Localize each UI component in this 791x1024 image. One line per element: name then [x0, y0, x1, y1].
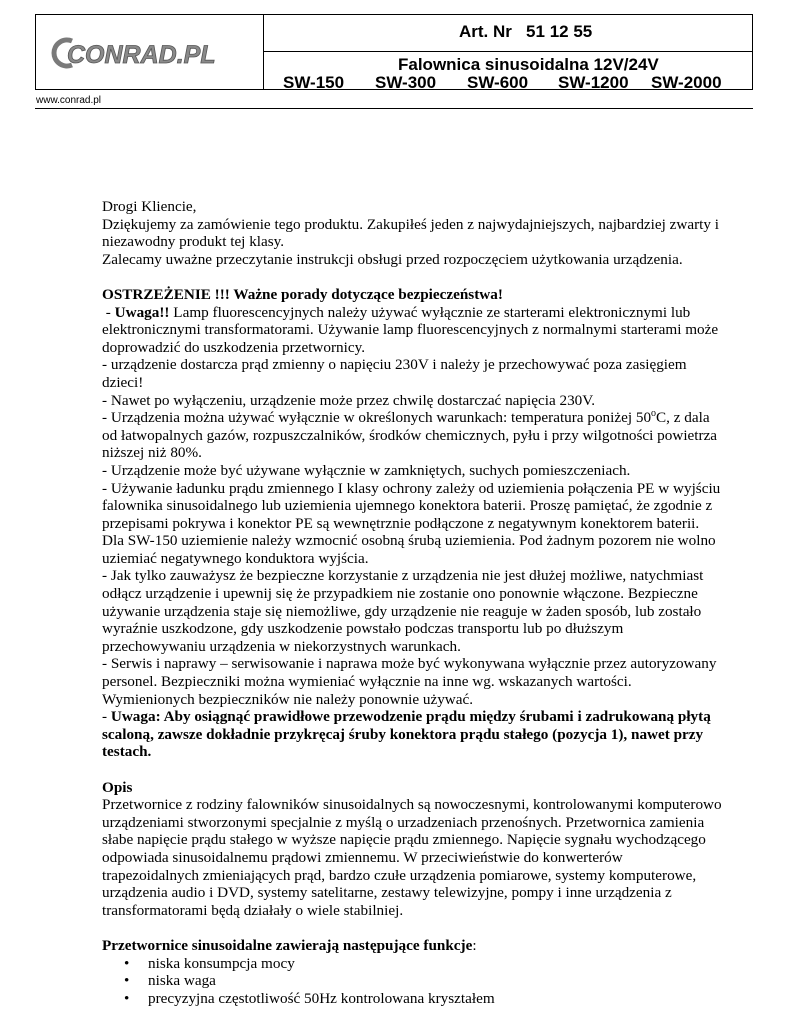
warning-label: Uwaga!!	[114, 303, 170, 321]
model-list	[283, 73, 722, 93]
safety-item	[102, 304, 722, 357]
title-cell	[263, 15, 752, 92]
article-number: Art. Nr 51 12 55	[459, 22, 593, 41]
features-heading-text: Przetwornice sinusoidalne zawierają następujące funkcje	[102, 936, 473, 954]
document-body	[102, 198, 722, 1007]
description-heading: Opis	[102, 778, 133, 796]
product-title: Falownica sinusoidalna 12V/24V	[398, 55, 659, 74]
conrad-logo	[50, 35, 250, 71]
safety-item-text: C, z dala od łatwopalnych gazów, rozpuszczalników, środków chemicznych, pyłu i przy wilgotności powietrza niższej niż 80%.	[102, 409, 718, 462]
safety-item: - Jak tylko zauważysz że bezpieczne korzystanie z urządzenia nie jest dłużej możliwe, natychmiast odłącz urządzenie i upewnij się że przypadkiem nie zostanie ono ponownie włączone. Bezpieczne używanie urządzenia staje się niemożliwe, gdy urządzenie nie reaguje w żaden sposób, lub zostało wyraźnie uszkodzone, gdy uszkodzenie powstało podczas transportu lub po dłuższym przechowywaniu urządzenia w niekorzystnych warunkach.	[102, 567, 704, 655]
safety-item-text: Lamp fluorescencyjnych należy używać wyłącznie ze starterami elektronicznymi lub elektronicznymi transformatorami. Używanie lamp fluorescencyjnych z normalnymi starterami może doprowadzić do uszkodzenia przetwornicy.	[102, 303, 719, 356]
svg-text:CONRAD.PL: CONRAD.PL	[67, 41, 216, 69]
list-item: • niska waga	[124, 972, 722, 990]
features-heading-colon: :	[472, 936, 477, 954]
thanks-paragraph: Dziękujemy za zamówienie tego produktu. Zakupiłeś jeden z najwydajniejszych, najbardziej zwarty i niezawodny produkt tej klasy.	[102, 215, 719, 251]
model-name: SW-600	[467, 73, 529, 92]
safety-item-text: - Urządzenia można używać wyłącznie w określonych warunkach: temperatura poniżej 50	[102, 409, 652, 427]
model-name: SW-300	[375, 73, 437, 92]
model-name: SW-2000	[651, 73, 722, 92]
safety-item	[102, 409, 722, 462]
safety-item: - Urządzenie może być używane wyłącznie w zamkniętych, suchych pomieszczeniach.	[102, 461, 631, 479]
greeting: Drogi Kliencie,	[102, 198, 197, 215]
article-number-row	[263, 15, 752, 52]
safety-item: - urządzenie dostarcza prąd zmienny o napięciu 230V i należy je przechowywać poza zasięgiem dzieci!	[102, 356, 687, 391]
safety-item	[102, 708, 722, 761]
features-heading	[102, 937, 722, 955]
safety-item: - Nawet po wyłączeniu, urządzenie może przez chwilę dostarczać napięcia 230V.	[102, 391, 596, 409]
degree-superscript: o	[651, 408, 657, 420]
safety-item-prefix: -	[102, 708, 111, 726]
safety-item: - Używanie ładunku prądu zmiennego I klasy ochrony zależy od uziemienia połączenia PE w wyjściu falownika sinusoidalnego lub uziemienia ujemnego konektora baterii. Proszę pamiętać, że zgodnie z przepisami pokrywa i konektor PE są wewnętrznie podłączone z negatywnym konektorem baterii. Dla SW-150 uziemienie należy wzmocnić osobną śrubą uziemienia. Pod żadnym pozorem nie wolno uziemiać negatywnego konduktora wyjścia.	[102, 479, 721, 567]
model-name: SW-150	[283, 73, 345, 92]
spacer	[102, 761, 722, 779]
header-divider	[35, 108, 753, 109]
model-name: SW-1200	[558, 73, 629, 92]
document-header	[35, 14, 753, 90]
list-item: • precyzyjna częstotliwość 50Hz kontrolowana kryształem	[124, 990, 722, 1008]
logo-cell	[36, 15, 264, 89]
warning-text: Uwaga: Aby osiągnąć prawidłowe przewodzenie prądu między śrubami i zadrukowaną płytą scaloną, zawsze dokładnie przykręcaj śruby konektora prądu stałego (pozycja 1), nawet przy testach.	[102, 708, 711, 761]
website-url: www.conrad.pl	[36, 95, 102, 106]
safety-item-prefix: -	[102, 303, 115, 321]
list-item: • niska konsumpcja mocy	[124, 955, 722, 973]
spacer	[102, 268, 722, 286]
safety-item: - Serwis i naprawy – serwisowanie i naprawa może być wykonywana wyłącznie przez autoryzowany personel. Bezpieczniki można wymieniać wyłącznie na inne wg. wskazanych wartości. Wymienionych bezpieczników nie należy ponownie używać.	[102, 655, 717, 708]
spacer	[102, 919, 722, 937]
description-paragraph: Przetwornice z rodziny falowników sinusoidalnych są nowoczesnymi, kontrolowanymi komputerowo urządzeniami stworzonymi specjalnie z myślą o urzadzeniach przenośnych. Przetwornica zamienia słabe napięcie prądu stałego w wyższe napięcie prądu zmiennego. Napięcie sygnału wychodzącego odpowiada sinusoidalnemu prądowi zmiennemu. W przeciwieństwie do konwerterów trapezoidalnych zmieniających prąd, bardzo czułe urządzenia pomiarowe, systemy komputerowe, urządzenia audio i DVD, systemy satelitarne, zestawy telewizyjne, pompy i inne urządzenia z transformatorami będą działały o wiele stabilniej.	[102, 796, 722, 919]
recommendation-paragraph: Zalecamy uważne przeczytanie instrukcji obsługi przed rozpoczęciem użytkowania urządzenia.	[102, 250, 683, 268]
safety-heading: OSTRZEŻENIE !!! Ważne porady dotyczące bezpieczeństwa!	[102, 285, 503, 303]
features-list	[102, 955, 722, 1008]
